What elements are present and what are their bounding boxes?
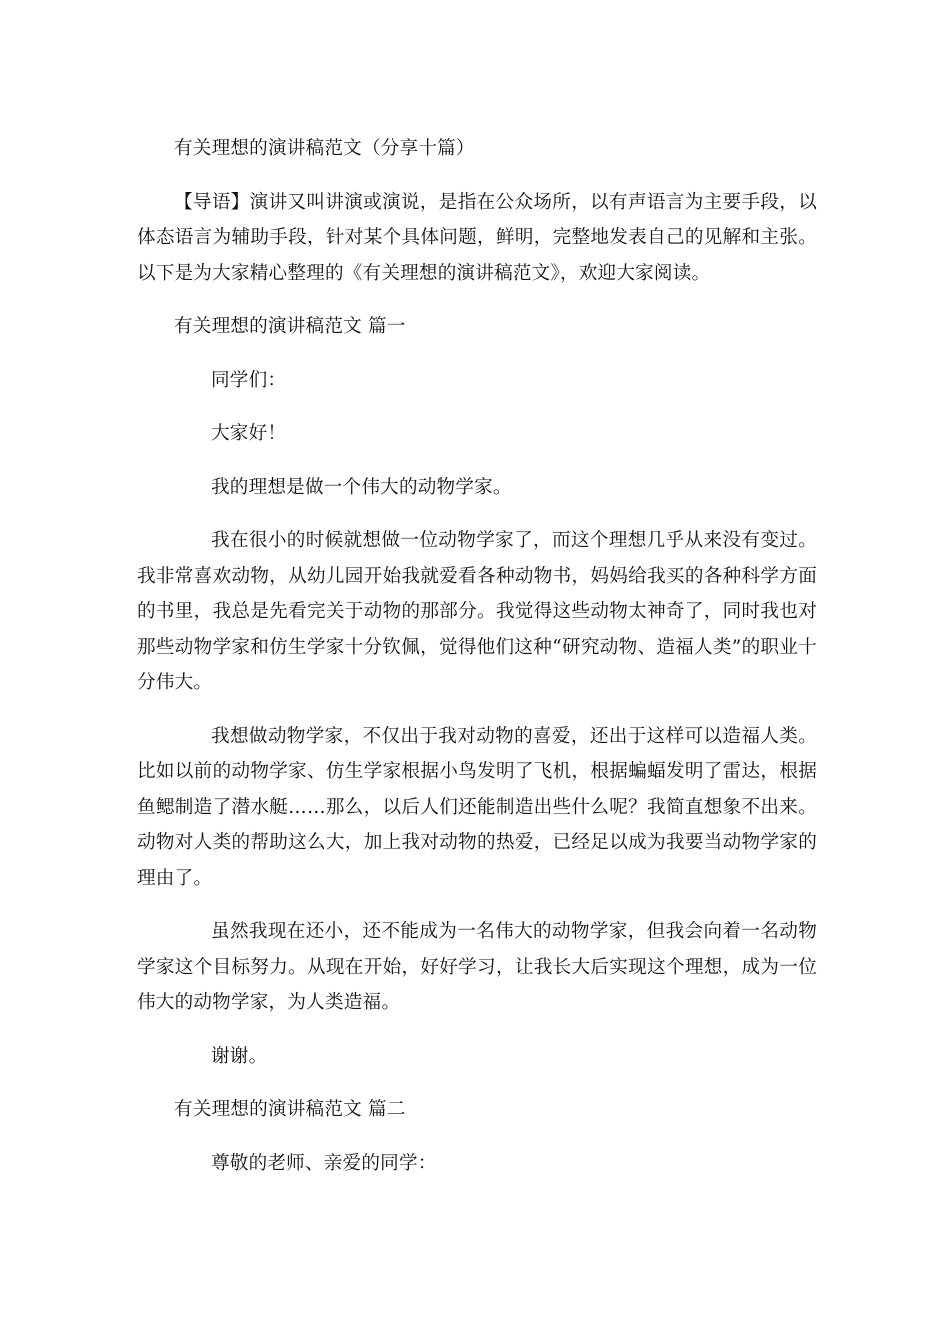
document-body bbox=[137, 131, 817, 1199]
document-title: 有关理想的演讲稿范文（分享十篇） bbox=[174, 138, 475, 159]
body-paragraph: 我想做动物学家，不仅出于我对动物的喜爱，还出于这样可以造福人类。比如以前的动物学家、仿生学家根据小鸟发明了飞机，根据蝙蝠发明了雷达，根据鱼鳃制造了潜水艇……那么，以后人们还能制造出些什么呢？我简直想象不出来。动物对人类的帮助这么大，加上我对动物的热爱，已经足以成为我要当动物学家的理由了。 bbox=[137, 725, 817, 889]
section-heading-1: 有关理想的演讲稿范文 篇一 bbox=[174, 316, 406, 337]
body-paragraph: 虽然我现在还小，还不能成为一名伟大的动物学家，但我会向着一名动物学家这个目标努力。从现在开始，好好学习，让我长大后实现这个理想，成为一位伟大的动物学家，为人类造福。 bbox=[137, 921, 817, 1013]
intro-paragraph: 【导语】演讲又叫讲演或演说，是指在公众场所，以有声语言为主要手段，以体态语言为辅助手段，针对某个具体问题，鲜明，完整地发表自己的见解和主张。以下是为大家精心整理的《有关理想的演讲稿范文》，欢迎大家阅读。 bbox=[137, 191, 817, 284]
salutation-1: 同学们： bbox=[211, 369, 287, 391]
greeting-1: 大家好！ bbox=[211, 423, 287, 444]
salutation-2: 尊敬的老师、亲爱的同学： bbox=[211, 1152, 437, 1174]
section-heading-2: 有关理想的演讲稿范文 篇二 bbox=[174, 1099, 406, 1120]
body-paragraph: 我在很小的时候就想做一位动物学家了，而这个理想几乎从来没有变过。我非常喜欢动物，从幼儿园开始我就爱看各种动物书，妈妈给我买的各种科学方面的书里，我总是先看完关于动物的那部分。我觉得这些动物太神奇了，同时我也对那些动物学家和仿生学家十分钦佩，觉得他们这种“研究动物、造福人类”的职业十分伟大。 bbox=[137, 530, 817, 693]
body-paragraph: 我的理想是做一个伟大的动物学家。 bbox=[211, 476, 512, 498]
closing-1: 谢谢。 bbox=[211, 1045, 268, 1067]
